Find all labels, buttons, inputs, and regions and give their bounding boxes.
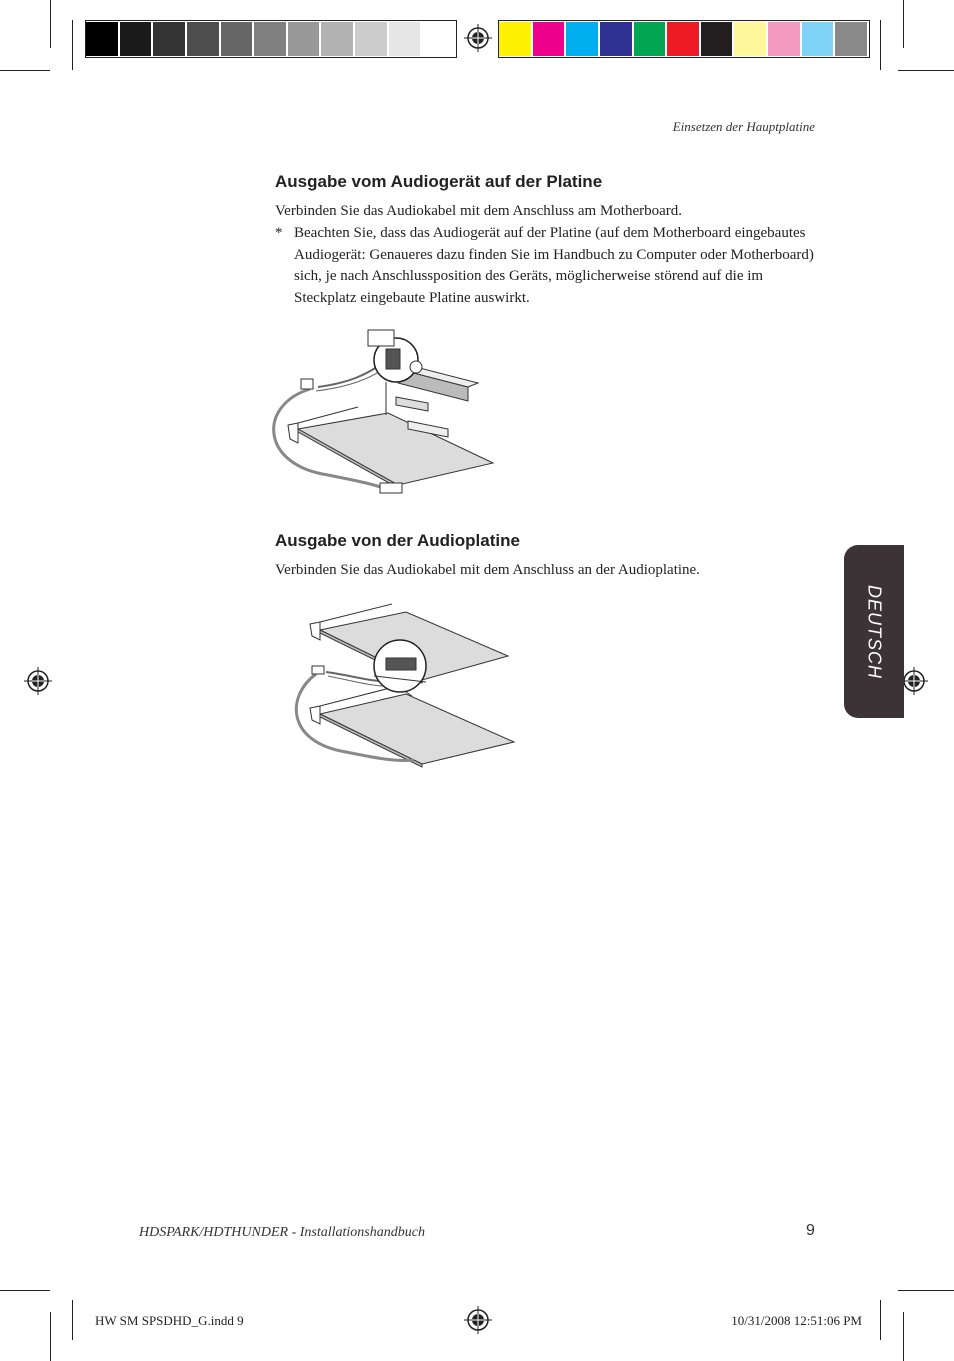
section-heading: Ausgabe von der Audioplatine	[275, 531, 520, 550]
color-swatch	[120, 22, 152, 56]
color-swatch	[355, 22, 387, 56]
color-swatch	[566, 22, 598, 56]
language-tab-label: DEUTSCH	[864, 584, 885, 679]
crop-mark	[898, 70, 954, 71]
color-swatch	[600, 22, 632, 56]
note-marker: *	[275, 225, 283, 241]
note-block	[275, 223, 820, 311]
crop-mark	[72, 20, 73, 70]
page-number: 9	[806, 1222, 815, 1239]
registration-mark-icon	[464, 24, 492, 52]
section-intro: Verbinden Sie das Audiokabel mit dem Anschluss an der Audioplatine.	[275, 562, 700, 578]
color-swatch	[86, 22, 118, 56]
crop-mark	[903, 0, 904, 48]
color-swatch	[802, 22, 834, 56]
section-heading: Ausgabe vom Audiogerät auf der Platine	[275, 172, 603, 191]
slug-date: 10/31/2008 12:51:06 PM	[731, 1313, 862, 1328]
crop-mark	[72, 1300, 73, 1340]
crop-mark	[880, 20, 881, 70]
color-bar	[498, 20, 870, 58]
color-swatch	[288, 22, 320, 56]
crop-mark	[903, 1312, 904, 1361]
registration-mark-icon	[900, 667, 928, 695]
color-swatch	[221, 22, 253, 56]
section-intro: Verbinden Sie das Audiokabel mit dem Anschluss am Motherboard.	[275, 203, 683, 219]
color-swatch	[533, 22, 565, 56]
color-swatch	[389, 22, 421, 56]
registration-mark-icon	[464, 1306, 492, 1334]
crop-mark	[50, 1312, 51, 1361]
grayscale-bar	[85, 20, 457, 58]
motherboard-audio-illustration	[268, 325, 508, 505]
color-swatch	[499, 22, 531, 56]
note-text: Beachten Sie, dass das Audiogerät auf der Platine (auf dem Motherboard eingebautes Audiogerät: Genaueres dazu finden Sie im Handbuch zu Computer oder Motherboard) sich, je nach Anschlussposition des Geräts, möglicherweise störend auf die im Steckplatz eingebaute Platine auswirkt.	[294, 225, 814, 306]
footer-title: HDSPARK/HDTHUNDER - Installationshandbuch	[139, 1225, 425, 1240]
color-swatch	[634, 22, 666, 56]
running-header: Einsetzen der Hauptplatine	[672, 119, 815, 134]
color-swatch	[321, 22, 353, 56]
color-swatch	[768, 22, 800, 56]
language-tab	[844, 545, 904, 718]
crop-mark	[898, 1290, 954, 1291]
color-swatch	[667, 22, 699, 56]
crop-mark	[0, 1290, 50, 1291]
audio-card-illustration	[286, 592, 522, 770]
registration-mark-icon	[24, 667, 52, 695]
color-swatch	[254, 22, 286, 56]
crop-mark	[50, 0, 51, 48]
color-swatch	[422, 22, 454, 56]
crop-mark	[0, 70, 50, 71]
color-swatch	[153, 22, 185, 56]
color-swatch	[187, 22, 219, 56]
color-swatch	[835, 22, 867, 56]
slug-filename: HW SM SPSDHD_G.indd 9	[95, 1313, 244, 1328]
crop-mark	[880, 1300, 881, 1340]
color-swatch	[701, 22, 733, 56]
color-swatch	[734, 22, 766, 56]
